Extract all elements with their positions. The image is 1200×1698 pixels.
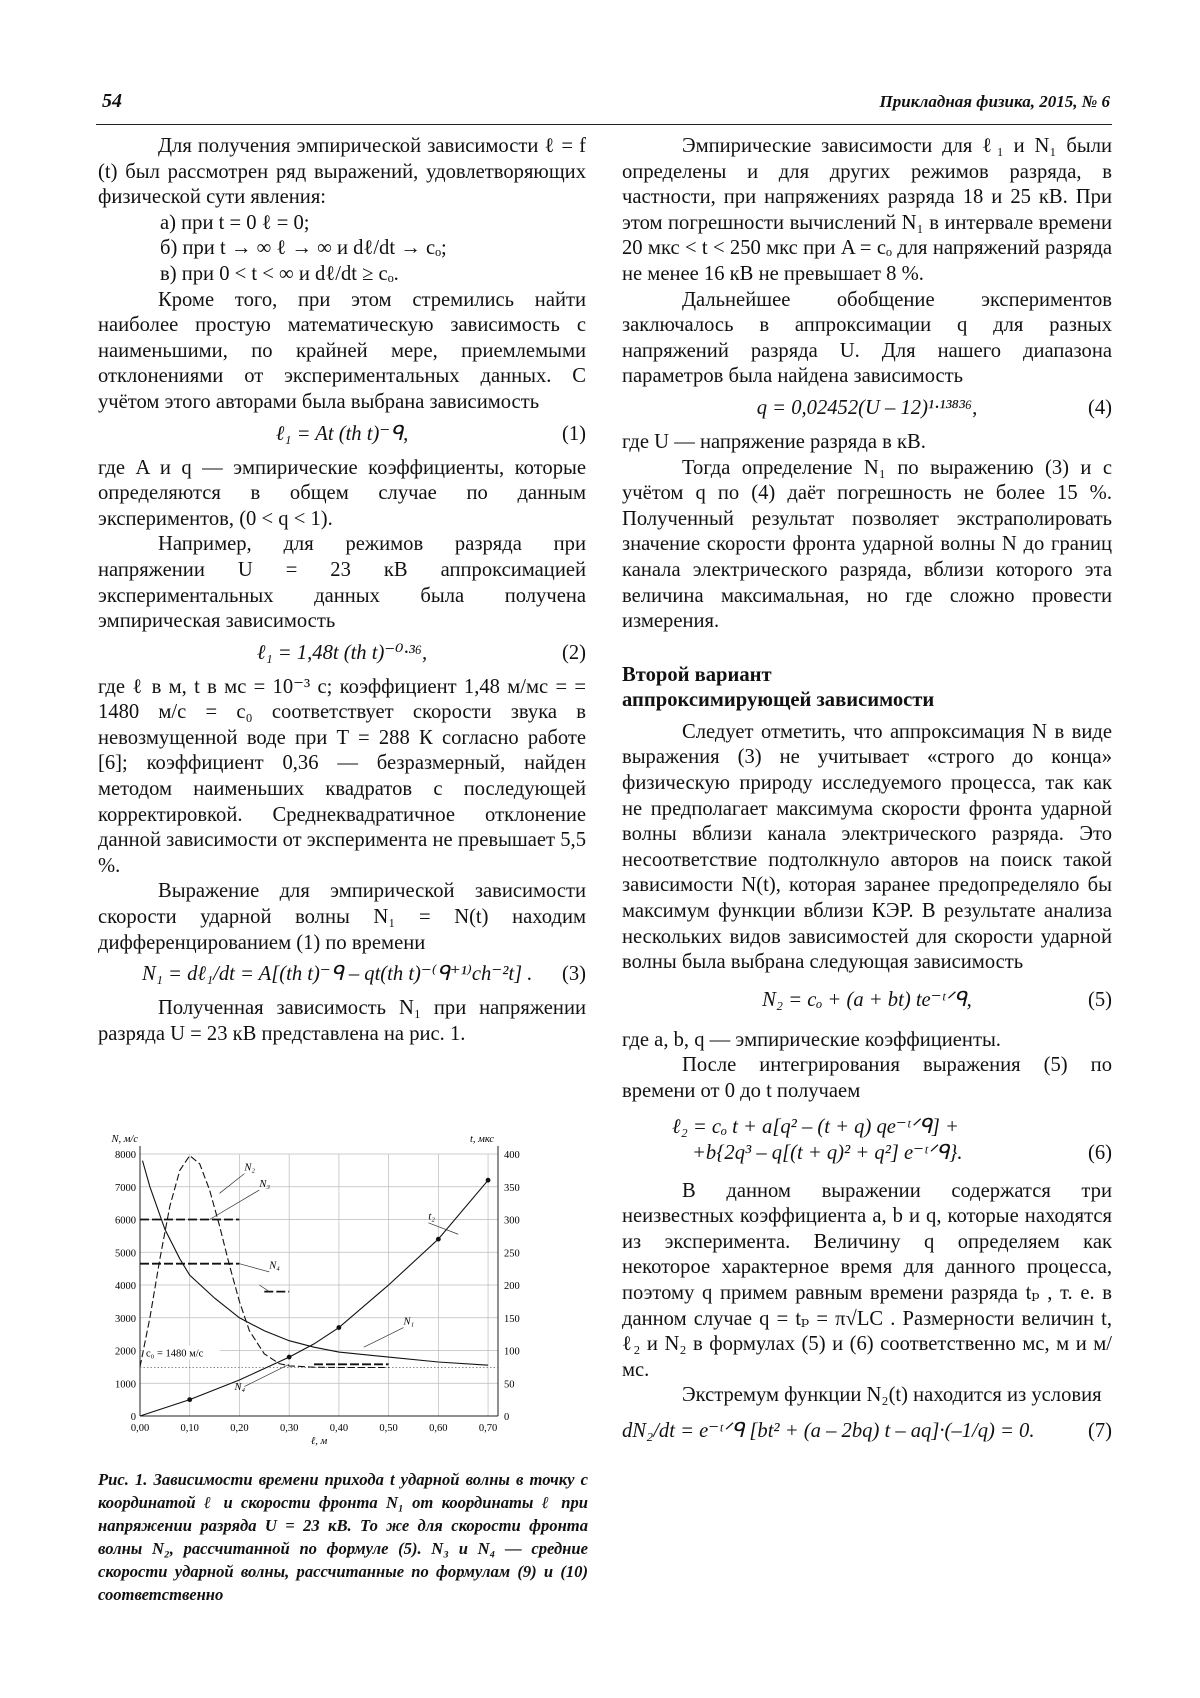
right-para-2: Дальнейшее обобщение экспериментов заключалось в аппроксимации q для разных напряжений разряда U. Для нашего диапазона параметров была найдена зависимость <box>622 288 1112 388</box>
section-heading-line-1: Второй вариант <box>622 663 772 686</box>
series-marker-t₂ <box>336 1325 341 1330</box>
curve-label: N₁ <box>403 1316 415 1328</box>
condition-c: в) при 0 < t < ∞ и dℓ/dt ≥ cₒ. <box>160 262 399 285</box>
equation-3 <box>98 962 586 990</box>
equation-2-expr: ℓ₁ = 1,48t (th t)⁻⁰·³⁶, <box>256 641 428 664</box>
x-axis-label: ℓ, м <box>310 1436 328 1447</box>
section-heading-line-2: аппроксимирующей зависимости <box>622 689 935 712</box>
equation-2-number: (2) <box>561 641 586 664</box>
left-column <box>98 134 586 1047</box>
y-left-tick-label: 0 <box>130 1412 136 1423</box>
equation-7-number: (7) <box>1087 1419 1112 1442</box>
right-para-4: Тогда определение N₁ по выражению (3) и с учётом q по (4) даёт погрешность не более 15 %. Полученный результат позволяет экстраполировать значение скорости фронта ударной волны N до границ канала электрического разряда, вблизи которого эта величина максимальная, но где сложно провести измерения. <box>622 456 1112 633</box>
equation-7-expr: dN₂/dt = e⁻ᵗᐟᑫ [bt² + (a – 2bq) t – aq]·(–1/q) = 0. <box>622 1419 1035 1442</box>
equation-6-line-2: +b{2q³ – q[(t + q)² + q²] e⁻ᵗᐟᑫ}. <box>692 1141 963 1164</box>
y-right-axis-label: t, мкс <box>469 1134 494 1145</box>
equation-5 <box>622 988 1112 1016</box>
curve-label: t₂ <box>428 1211 435 1223</box>
equation-4-expr: q = 0,02452(U – 12)¹·¹³⁸³⁶, <box>756 396 978 419</box>
condition-b: б) при t → ∞ ℓ → ∞ и dℓ/dt → cₒ; <box>160 237 447 260</box>
x-tick-label: 0,30 <box>279 1423 299 1434</box>
label-leader-line <box>210 1190 260 1219</box>
y-right-tick-label: 350 <box>504 1182 520 1194</box>
equation-1-number: (1) <box>561 422 586 445</box>
y-left-tick-label: 2000 <box>115 1346 136 1358</box>
equation-3-expr: N₁ = dℓ₁/dt = A[(th t)⁻ᑫ – qt(th t)⁻⁽ᑫ⁺¹⁾ch⁻²t] . <box>142 963 533 986</box>
y-right-tick-label: 250 <box>504 1248 520 1260</box>
curve-label: N₄ <box>234 1381 246 1393</box>
condition-a: а) при t = 0 ℓ = 0; <box>160 211 310 234</box>
y-right-tick-label: 200 <box>504 1281 520 1292</box>
left-para-1: Для получения эмпирической зависимости ℓ = f (t) был рассмотрен ряд выражений, удовлетворяющих физической сути явления: <box>98 135 586 209</box>
right-para-7: После интегрирования выражения (5) по времени от 0 до t получаем <box>622 1054 1112 1102</box>
left-para-2: Кроме того, при этом стремились найти наиболее простую математическую зависимость с наименьшими, по крайней мере, приемлемыми отклонениями от экспериментальных данных. С учётом этого авторами была выбрана зависимость <box>98 288 586 413</box>
x-tick-label: 0,60 <box>429 1423 448 1434</box>
series-marker-t₂ <box>486 1178 491 1183</box>
header-rule <box>96 124 1112 125</box>
series-marker-t₂ <box>436 1237 441 1242</box>
equation-5-expr: N₂ = cₒ + (a + bt) te⁻ᵗᐟᑫ, <box>762 988 972 1011</box>
y-right-tick-label: 100 <box>504 1346 520 1358</box>
left-para-3: где A и q — эмпирические коэффициенты, которые определяются в общем случае по данным экспериментов, (0 < q < 1). <box>98 456 586 530</box>
equation-3-number: (3) <box>561 963 586 986</box>
series-line-t₂ <box>140 1180 488 1416</box>
left-para-6: Выражение для эмпирической зависимости скорости ударной волны N₁ = N(t) находим дифференцированием (1) по времени <box>98 880 586 954</box>
equation-1-expr: ℓ₁ = At (th t)⁻ᑫ, <box>275 422 409 445</box>
right-para-9: Экстремум функции N₂(t) находится из условия <box>682 1384 1102 1407</box>
page-number: 54 <box>102 90 122 112</box>
y-right-tick-label: 0 <box>504 1412 510 1423</box>
left-para-5: где ℓ в м, t в мс = 10⁻³ с; коэффициент 1,48 м/мс = = 1480 м/с = c₀ соответствует скорости звука в невозмущенной воде при T = 288 К согласно работе [6]; коэффициент 0,36 — безразмерный, найден методом наименьших квадратов с последующей корректировкой. Среднеквадратичное отклонение данной зависимости от эксперимента не превышает 5,5 %. <box>98 675 586 877</box>
left-para-4: Например, для режимов разряда при напряжении U = 23 кВ аппроксимацией экспериментальных данных была получена эмпирическая зависимость <box>98 533 586 633</box>
y-left-axis-label: N, м/с <box>111 1134 138 1145</box>
curve-label: N₄ <box>269 1260 280 1272</box>
y-left-tick-label: 5000 <box>115 1248 136 1260</box>
figure-caption: Рис. 1. Зависимости времени прихода t ударной волны в точку с координатой ℓ и скорости фронта N₁ от координаты ℓ при напряжении разряда U = 23 кВ. То же для скорости фронта волны N₂, рассчитанной по формуле (5). N₃ и N₄ — средние скорости ударной волны, рассчитанные по формулам (9) и (10) соответственно <box>98 1470 588 1604</box>
y-left-tick-label: 6000 <box>115 1215 136 1227</box>
series-marker-t₂ <box>287 1355 292 1360</box>
right-para-3: где U — напряжение разряда в кВ. <box>622 430 926 453</box>
equation-1 <box>98 422 586 450</box>
equation-7 <box>622 1419 1112 1447</box>
x-tick-label: 0,50 <box>379 1423 398 1434</box>
y-left-tick-label: 3000 <box>115 1313 136 1325</box>
y-right-tick-label: 50 <box>504 1379 515 1391</box>
equation-4 <box>622 396 1112 424</box>
right-para-5: Следует отметить, что аппроксимация N в виде выражения (3) не учитывает «строго до конца» физическую природу исследуемого процесса, так как не предполагает максимума скорости фронта ударной волны вблизи канала электрического разряда. Это несоответствие подтолкнуло авторов на поиск такой зависимости N(t), которая заранее предопределяло бы максимум функции вблизи КЭР. В результате анализа нескольких видов зависимостей для скорости ударной волны была выбрана следующая зависимость <box>622 720 1112 974</box>
equation-6 <box>622 1115 1112 1169</box>
y-right-tick-label: 400 <box>504 1150 520 1161</box>
equation-2 <box>98 641 586 669</box>
y-right-tick-label: 150 <box>504 1313 520 1325</box>
equation-4-number: (4) <box>1087 396 1112 419</box>
y-left-tick-label: 7000 <box>115 1182 136 1194</box>
series-marker-t₂ <box>187 1397 192 1402</box>
figure-1-chart <box>98 1118 594 1448</box>
x-tick-label: 0,10 <box>180 1423 199 1434</box>
right-para-6: где a, b, q — эмпирические коэффициенты. <box>622 1028 1001 1051</box>
curve-label: N₂ <box>244 1162 256 1174</box>
right-para-8: В данном выражении содержатся три неизвестных коэффициента a, b и q, которые находятся из эксперимента. Величину q определяем как некоторое характерное время для данного процесса, поэтому q примем равным времени разряда tₚ , т. е. в данном случае q = tₚ = π√LC . Размерности величин t, ℓ₂ и N₂ в формулах (5) и (6) соответственно мс, м и м/мс. <box>622 1179 1112 1381</box>
x-tick-label: 0,40 <box>329 1423 349 1434</box>
y-left-tick-label: 8000 <box>115 1150 136 1161</box>
y-left-tick-label: 1000 <box>115 1379 136 1391</box>
right-column <box>622 134 1112 1457</box>
equation-6-number: (6) <box>1087 1141 1112 1164</box>
equation-6-line-1: ℓ₂ = cₒ t + a[q² – (t + q) qe⁻ᵗᐟᑫ] + <box>672 1115 959 1138</box>
curve-label: N₃ <box>259 1178 270 1190</box>
y-right-tick-label: 300 <box>504 1215 520 1227</box>
equation-5-number: (5) <box>1087 988 1112 1011</box>
right-para-1: Эмпирические зависимости для ℓ₁ и N₁ были определены и для других режимов разряда, в частности, при напряжениях разряда 18 и 25 кВ. При этом погрешности вычислений N₁ в интервале времени 20 мкс < t < 250 мкс при A = cₒ для напряжений разряда не менее 16 кВ не превышает 8 %. <box>622 135 1112 285</box>
c0-annotation: c₀ = 1480 м/с <box>146 1348 204 1360</box>
label-leader-line <box>239 1264 269 1272</box>
journal-title: Прикладная физика, 2015, № 6 <box>879 92 1110 111</box>
x-tick-label: 0,70 <box>478 1423 498 1434</box>
label-leader-line <box>259 1285 269 1292</box>
x-tick-label: 0,20 <box>230 1423 249 1434</box>
label-leader-line <box>220 1174 245 1194</box>
x-tick-label: 0,00 <box>130 1423 150 1434</box>
left-para-7: Полученная зависимость N₁ при напряжении разряда U = 23 кВ представлена на рис. 1. <box>98 997 586 1045</box>
y-left-tick-label: 4000 <box>115 1281 136 1292</box>
label-leader-line <box>364 1328 404 1348</box>
